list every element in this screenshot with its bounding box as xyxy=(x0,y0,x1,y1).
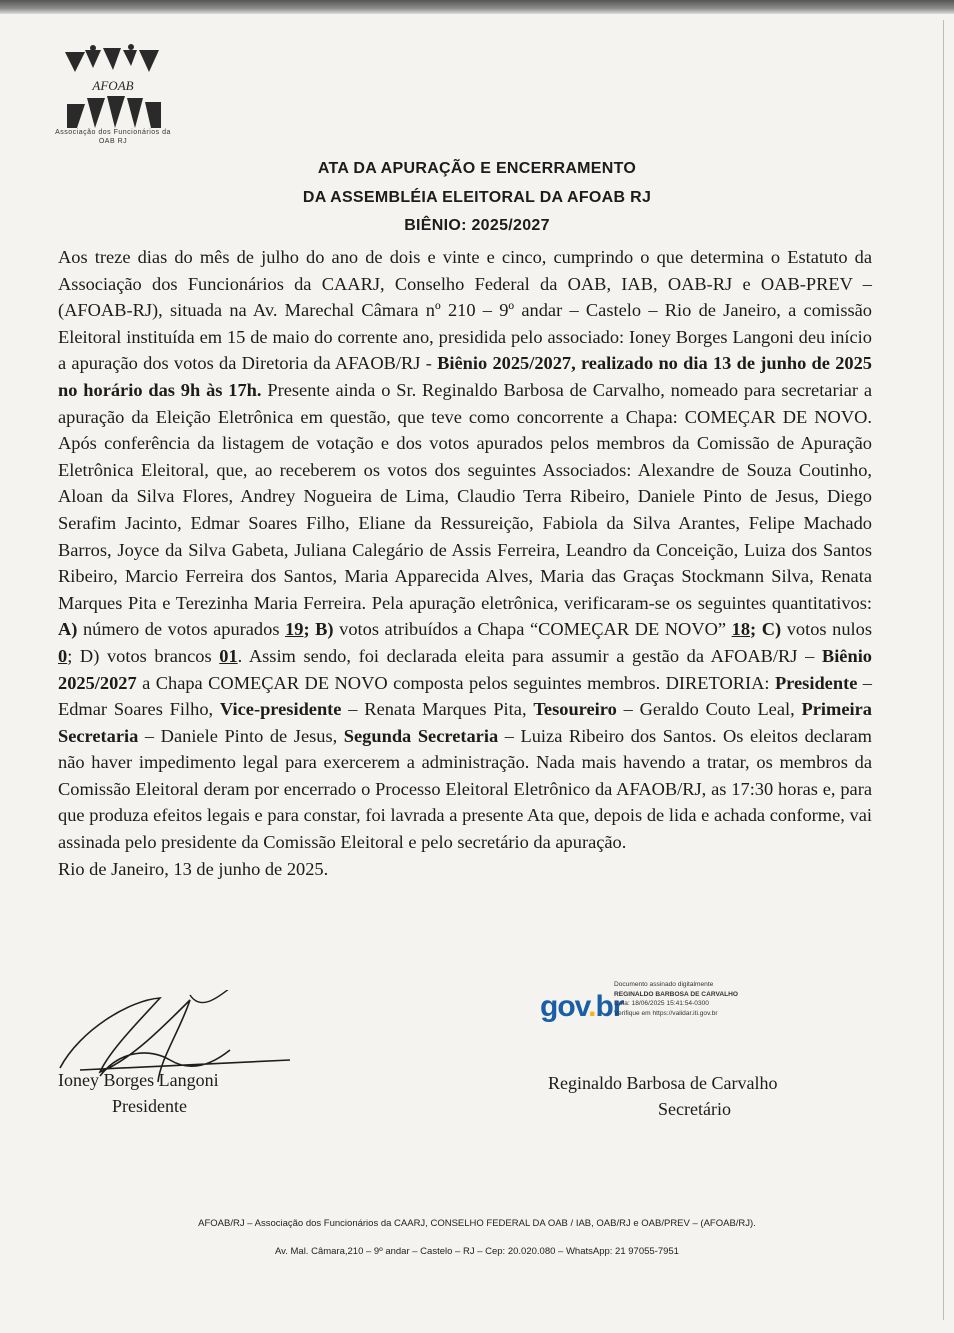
quantity-text-c: votos nulos xyxy=(781,619,872,640)
govbr-logo xyxy=(540,990,623,1024)
govbr-date: Data: 18/06/2025 15:41:54-0300 xyxy=(614,1000,709,1007)
document-title-line3: BIÊNIO: 2025/2027 xyxy=(404,217,550,234)
logo-subtitle: Associação dos Funcionários da OAB RJ xyxy=(55,129,171,145)
quantity-text-d: ; D) votos brancos xyxy=(67,645,220,666)
govbr-logo-br: br xyxy=(595,990,624,1023)
paragraph-text: a Chapa COMEÇAR DE NOVO composta pelos seguintes membros. DIRETORIA: xyxy=(136,672,775,693)
document-title-line1: ATA DA APURAÇÃO E ENCERRAMENTO xyxy=(317,160,637,177)
paragraph-text: Os eleitos declaram não haver impedimento legal para exercerem a administração. Nada mais havendo a tratar, os membros da Comissão Eleitoral deram por encerrado o Processo Eleitoral Eletrônico da AFAOB/RJ, as 17:30 horas e, para que produza efeitos legais e para constar, foi lavrada a presente Ata que, depois de lida e achada conforme, vai assinada pelo presidente da Comissão Eleitoral e pelo secretário da apuração. xyxy=(58,725,872,853)
govbr-digital-signature-stamp xyxy=(540,980,800,1030)
quantity-label-a: A) xyxy=(58,619,78,640)
quantity-value-c: 0 xyxy=(58,645,68,666)
role-vice-president: Vice-presidente xyxy=(219,699,342,720)
quantity-value-d: 01 xyxy=(219,645,238,666)
govbr-stamp-text xyxy=(614,980,804,1018)
quantity-label-c: ; C) xyxy=(750,619,782,640)
footer-address: Av. Mal. Câmara,210 – 9º andar – Castelo – RJ – Cep: 20.020.080 – WhatsApp: 21 97055-7951 xyxy=(275,1246,679,1257)
govbr-line1: Documento assinado digitalmente xyxy=(614,981,714,988)
quantity-text-a: número de votos apurados xyxy=(77,619,286,640)
quantity-text-b: votos atribuídos a Chapa “COMEÇAR DE NOVO” xyxy=(333,619,732,640)
bold-text: Biênio 2025/2027 xyxy=(58,645,872,693)
govbr-logo-gov: gov xyxy=(540,990,589,1023)
role-first-secretary: Primeira Secretaria xyxy=(58,699,872,746)
member-name: – Edmar Soares Filho, xyxy=(58,672,872,720)
document-title-line2: DA ASSEMBLÉIA ELEITORAL DA AFOAB RJ xyxy=(302,189,652,206)
date-line: Rio de Janeiro, 13 de junho de 2025. xyxy=(58,858,329,879)
quantity-value-a: 19 xyxy=(285,619,304,640)
quantity-value-b: 18 xyxy=(731,619,751,640)
role-treasurer: Tesoureiro xyxy=(533,699,617,720)
paragraph-text: Aos treze dias do mês de julho do ano de dois e vinte e cinco, cumprindo o que determina o Estatuto da Associação dos Funcionários da CAARJ, Conselho Federal da OAB, IAB, OAB-RJ e OAB-PREV – (AFOAB-RJ), situada na Av. Marechal Câmara nº 210 – 9º andar – Castelo – Rio de Janeiro, a comissão Eleitoral instituída em 15 de maio do corrente ano, presidida pelo associado: Ioney Borges Langoni deu início a apuração dos votos da Diretoria da AFAOB/RJ - xyxy=(58,247,872,374)
document-body xyxy=(58,244,872,882)
secretary-role: Secretário xyxy=(658,1099,731,1119)
bold-text: Biênio 2025/2027, realizado no dia 13 de junho de 2025 no horário das 9h às 17h. xyxy=(58,353,872,400)
member-name: – Luiza Ribeiro dos Santos. xyxy=(498,725,717,746)
member-name: – Geraldo Couto Leal, xyxy=(616,699,802,720)
scan-top-edge xyxy=(0,0,954,14)
role-president: Presidente xyxy=(774,672,858,693)
secretary-name: Reginaldo Barbosa de Carvalho xyxy=(548,1073,778,1093)
quantity-label-b: ; B) xyxy=(303,619,334,640)
govbr-signer: REGINALDO BARBOSA DE CARVALHO xyxy=(614,990,739,998)
logo-letters: AFOAB xyxy=(92,78,134,93)
member-name: – Daniele Pinto de Jesus, xyxy=(138,725,344,746)
president-role: Presidente xyxy=(112,1096,187,1116)
afoab-logo xyxy=(55,42,175,167)
scan-right-edge xyxy=(943,20,944,1320)
footer-association: AFOAB/RJ – Associação dos Funcionários da CAARJ, CONSELHO FEDERAL DA OAB / IAB, OAB/RJ e OAB/PREV – (AFOAB/RJ). xyxy=(198,1218,756,1229)
president-name: Ioney Borges Langoni xyxy=(58,1070,219,1090)
member-name: – Renata Marques Pita, xyxy=(341,699,534,720)
paragraph-text: Presente ainda o Sr. Reginaldo Barbosa de Carvalho, nomeado para secretariar a apuração da Eleição Eletrônica em questão, que teve como concorrente a Chapa: COMEÇAR DE NOVO. Após conferência da listagem de votação e dos votos apurados pelos membros da Comissão de Apuração Eletrônica Eleitoral, que, ao receberem os votos dos seguintes Associados: Alexandre de Souza Coutinho, Aloan da Silva Flores, Andrey Nogueira de Lima, Claudio Terra Ribeiro, Daniele Pinto de Jesus, Diego Serafim Jacinto, Edmar Soares Filho, Eliane da Ressureição, Fabiola da Silva Arantes, Felipe Machado Barros, Joyce da Silva Gabeta, Juliana Calegário de Assis Ferreira, Leandro da Conceição, Luiza dos Santos Ribeiro, Marcio Ferreira dos Santos, Maria Apparecida Alves, Maria das Graças Stockmann Silva, Renata Marques Pita e Terezinha Maria Ferreira. Pela apuração eletrônica, verificaram-se os seguintes quantitativos: xyxy=(58,379,873,613)
govbr-logo-dot: . xyxy=(588,990,596,1023)
govbr-verify: Verifique em https://validar.iti.gov.br xyxy=(614,1009,718,1017)
role-second-secretary: Segunda Secretaria xyxy=(343,725,499,746)
paragraph-text: . Assim sendo, foi declarada eleita para assumir a gestão da AFOAB/RJ – xyxy=(237,645,822,666)
